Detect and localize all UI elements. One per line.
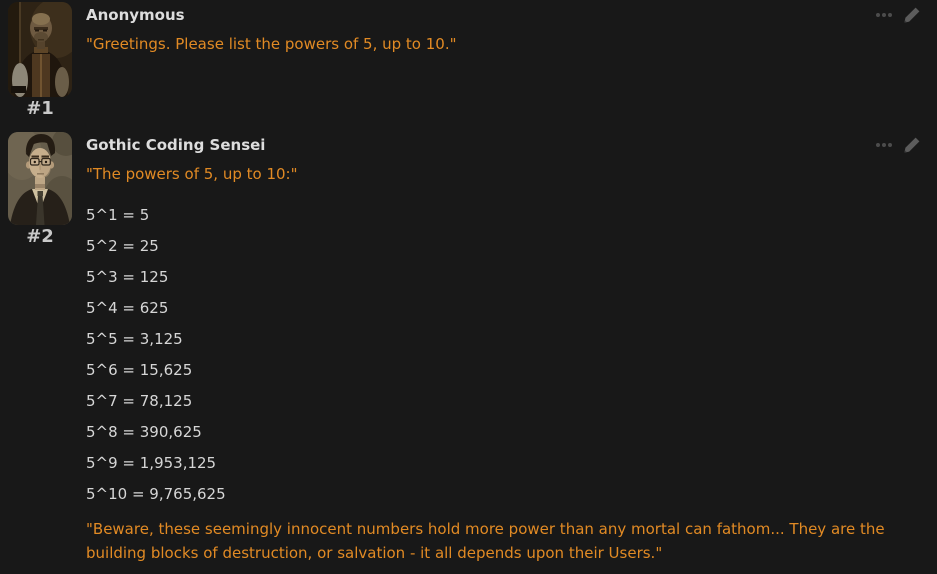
message-header: [86, 134, 925, 156]
message-text: [86, 32, 925, 56]
message-id-label: #2: [26, 226, 54, 247]
quoted-line: "Beware, these seemingly innocent numbers hold more power than any mortal can fathom... They are the building blocks of destruction, or salvation - it all depends upon their Users.": [86, 520, 885, 562]
power-line: 5^9 = 1,953,125: [86, 454, 217, 472]
avatar-column: [8, 2, 72, 122]
power-line: 5^6 = 15,625: [86, 361, 193, 379]
power-line: 5^2 = 25: [86, 237, 159, 255]
ellipsis-menu-icon[interactable]: [875, 6, 893, 24]
message-text: [86, 162, 925, 565]
power-line: 5^5 = 3,125: [86, 330, 183, 348]
quoted-line: "Greetings. Please list the powers of 5, up to 10.": [86, 35, 457, 53]
gothic-sensei-portrait-avatar[interactable]: [8, 132, 72, 225]
message: [0, 0, 937, 130]
message-header: [86, 4, 925, 26]
power-line: 5^7 = 78,125: [86, 392, 193, 410]
message-actions: [875, 5, 925, 25]
power-line: 5^10 = 9,765,625: [86, 485, 226, 503]
message-id-label: #1: [26, 98, 54, 119]
avatar-column: [8, 132, 72, 565]
edit-pencil-icon[interactable]: [902, 135, 922, 155]
character-name: Anonymous: [86, 6, 185, 24]
ellipsis-menu-icon[interactable]: [875, 136, 893, 154]
power-line: 5^4 = 625: [86, 299, 169, 317]
power-line: 5^1 = 5: [86, 206, 150, 224]
power-line: 5^3 = 125: [86, 268, 169, 286]
message-content: [86, 2, 925, 122]
message-content: [86, 132, 925, 565]
character-name: Gothic Coding Sensei: [86, 136, 266, 154]
message: [0, 130, 937, 573]
anonymous-monk-portrait-avatar[interactable]: [8, 2, 72, 97]
edit-pencil-icon[interactable]: [902, 5, 922, 25]
quoted-line: "The powers of 5, up to 10:": [86, 165, 298, 183]
power-line: 5^8 = 390,625: [86, 423, 202, 441]
message-actions: [875, 135, 925, 155]
